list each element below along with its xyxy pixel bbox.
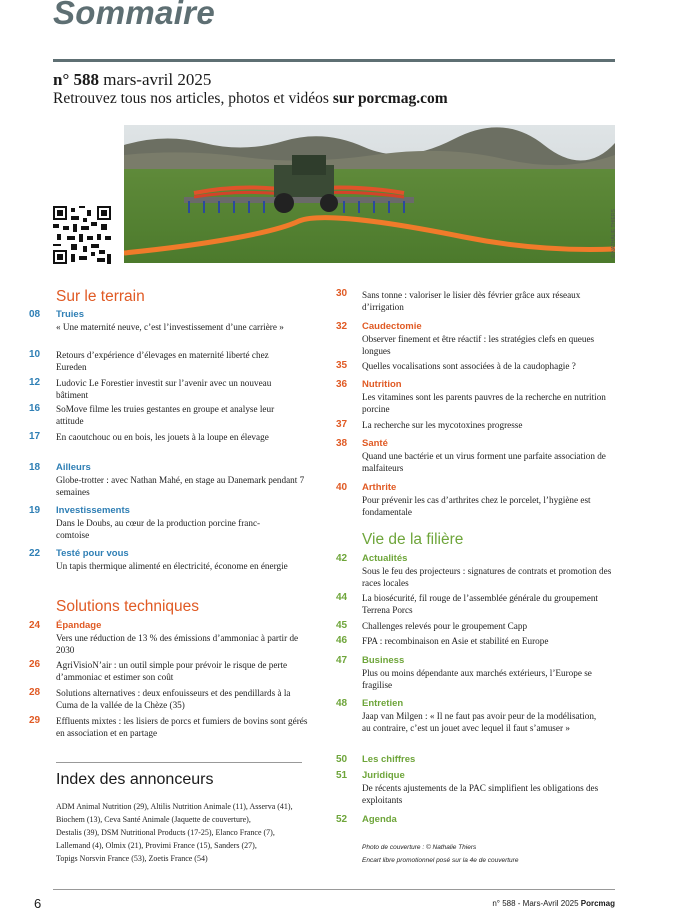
index-rule xyxy=(56,762,302,763)
entry-text: Quand une bactérie et un virus forment une parfaite association de malfaiteurs xyxy=(362,451,606,473)
photo-credit-vertical: © NATHALIE THIERS xyxy=(611,209,617,258)
tagline xyxy=(53,90,448,108)
entry-head: Agenda xyxy=(362,814,397,825)
entry-text: Sans tonne : valoriser le lisier dès février grâce aux réseaux d’irrigation xyxy=(362,290,581,312)
page-title: Sommaire xyxy=(53,0,215,31)
entry-text: Jaap van Milgen : « Il ne faut pas avoir peur de la modélisation, au contraire, c’est un jouet avec lequel il faut s’amuser » xyxy=(362,711,597,733)
entry-page-30: 30 xyxy=(336,288,348,299)
section-title-solutions-techniques: Solutions techniques xyxy=(56,598,200,615)
entry-page-17: 17 xyxy=(29,431,41,442)
entry-text: FPA : recombinaison en Asie et stabilité en Europe xyxy=(362,636,549,646)
entry-page-18: 18 xyxy=(29,462,41,473)
toc-entry[interactable] xyxy=(56,309,291,333)
entry-text: De récents ajustements de la PAC simplifient les obligations des exploitants xyxy=(362,783,599,805)
entry-text: Observer finement et être réactif : les stratégies clefs en queues longues xyxy=(362,334,595,356)
entry-page-50: 50 xyxy=(336,754,348,765)
toc-entry[interactable] xyxy=(362,482,602,518)
footer-brand: Porcmag xyxy=(580,899,615,908)
toc-entry[interactable] xyxy=(56,431,291,443)
index-title: Index des annonceurs xyxy=(56,771,214,788)
toc-entry[interactable] xyxy=(362,419,612,431)
index-advertisers xyxy=(56,800,306,865)
entry-head: Ailleurs xyxy=(56,462,91,473)
toc-entry[interactable] xyxy=(362,592,612,616)
toc-entry[interactable] xyxy=(362,379,612,415)
issue-line xyxy=(53,70,211,90)
entry-page-35: 35 xyxy=(336,360,348,371)
toc-entry[interactable] xyxy=(362,698,597,734)
footer-rule xyxy=(53,889,615,890)
page-number: 6 xyxy=(34,896,42,911)
toc-entry[interactable] xyxy=(362,289,607,313)
entry-page-51: 51 xyxy=(336,770,348,781)
entry-head: Nutrition xyxy=(362,379,402,390)
footer-issue-text: n° 588 - Mars-Avril 2025 xyxy=(492,899,581,908)
entry-page-45: 45 xyxy=(336,620,348,631)
toc-entry[interactable] xyxy=(56,403,291,427)
entry-head: Arthrite xyxy=(362,482,397,493)
entry-page-42: 42 xyxy=(336,553,348,564)
insert-note: Encart libre promotionnel posé sur la 4e de couverture xyxy=(362,857,519,864)
entry-text: Dans le Doubs, au cœur de la production porcine franc-comtoise xyxy=(56,518,261,540)
entry-page-29: 29 xyxy=(29,715,41,726)
entry-page-47: 47 xyxy=(336,655,348,666)
entry-text: Quelles vocalisations sont associées à de la caudophagie ? xyxy=(362,361,576,371)
entry-head: Santé xyxy=(362,438,388,449)
entry-page-52: 52 xyxy=(336,814,348,825)
entry-page-26: 26 xyxy=(29,659,41,670)
issue-date: mars-avril 2025 xyxy=(103,70,212,89)
cover-photo-credit: Photo de couverture : © Nathalie Thiers xyxy=(362,844,477,851)
entry-page-22: 22 xyxy=(29,548,41,559)
toc-entry[interactable] xyxy=(362,360,622,372)
entry-text: Sous le feu des projecteurs : signatures de contrats et promotion des races locales xyxy=(362,566,612,588)
entry-page-32: 32 xyxy=(336,321,348,332)
entry-page-08: 08 xyxy=(29,309,41,320)
issue-number: n° 588 xyxy=(53,70,100,89)
entry-text: « Une maternité neuve, c’est l’investissement d’une carrière » xyxy=(56,322,284,332)
toc-entry[interactable] xyxy=(362,438,607,474)
section-title-sur-le-terrain: Sur le terrain xyxy=(56,288,145,305)
index-line: Topigs Norsvin France (53), Zoetis France (54) xyxy=(56,854,208,863)
entry-text: Vers une réduction de 13 % des émissions d’ammoniac à partir de 2030 xyxy=(56,633,299,655)
entry-page-40: 40 xyxy=(336,482,348,493)
toc-entry[interactable] xyxy=(56,377,291,401)
entry-page-36: 36 xyxy=(336,379,348,390)
entry-head: Business xyxy=(362,655,405,666)
entry-text: SoMove filme les truies gestantes en groupe et analyse leur attitude xyxy=(56,404,275,426)
entry-page-12: 12 xyxy=(29,377,41,388)
toc-entry[interactable] xyxy=(362,553,622,589)
entry-text: Les vitamines sont les parents pauvres de la recherche en nutrition porcine xyxy=(362,392,606,414)
entry-page-16: 16 xyxy=(29,403,41,414)
cover-credit xyxy=(362,841,518,867)
tagline-site-link[interactable]: sur porcmag.com xyxy=(332,90,448,107)
entry-text: Retours d’expérience d’élevages en maternité liberté chez Eureden xyxy=(56,350,269,372)
entry-head: Investissements xyxy=(56,505,130,516)
entry-head: Caudectomie xyxy=(362,321,422,332)
toc-entry[interactable] xyxy=(362,321,612,357)
toc-entry[interactable] xyxy=(362,754,612,766)
entry-text: Effluents mixtes : les lisiers de porcs et fumiers de bovins sont gérés en association et en partage xyxy=(56,716,308,738)
entry-text: Plus ou moins dépendante aux marchés extérieurs, l’Europe se fragilise xyxy=(362,668,592,690)
index-line: ADM Animal Nutrition (29), Altilis Nutrition Animale (11), Asserva (41), xyxy=(56,802,293,811)
entry-text: La recherche sur les mycotoxines progresse xyxy=(362,420,523,430)
toc-entry[interactable] xyxy=(362,814,612,826)
toc-entry[interactable] xyxy=(56,687,306,711)
index-line: Lallemand (4), Olmix (21), Provimi France (15), Sanders (27), xyxy=(56,841,257,850)
entry-head: Épandage xyxy=(56,620,102,631)
toc-entry[interactable] xyxy=(362,655,622,691)
entry-head: Entretien xyxy=(362,698,404,709)
entry-text: Ludovic Le Forestier investit sur l’avenir avec un nouveau bâtiment xyxy=(56,378,272,400)
toc-entry[interactable] xyxy=(56,659,301,683)
title-rule xyxy=(53,59,615,62)
entry-text: Globe-trotter : avec Nathan Mahé, en stage au Danemark pendant 7 semaines xyxy=(56,475,305,497)
entry-head: Juridique xyxy=(362,770,405,781)
entry-text: En caoutchouc ou en bois, les jouets à la loupe en élevage xyxy=(56,432,269,442)
entry-page-38: 38 xyxy=(336,438,348,449)
toc-entry[interactable] xyxy=(56,715,311,739)
entry-head: Testé pour vous xyxy=(56,548,129,559)
entry-page-24: 24 xyxy=(29,620,41,631)
entry-head: Les chiffres xyxy=(362,754,416,765)
toc-entry[interactable] xyxy=(56,462,306,498)
qr-code-icon[interactable] xyxy=(53,206,111,264)
toc-entry[interactable] xyxy=(362,635,612,647)
entry-page-46: 46 xyxy=(336,635,348,646)
entry-page-10: 10 xyxy=(29,349,41,360)
entry-page-48: 48 xyxy=(336,698,348,709)
entry-text: Un tapis thermique alimenté en électricité, économe en énergie xyxy=(56,561,288,571)
toc-entry[interactable] xyxy=(362,620,612,632)
entry-text: Pour prévenir les cas d’arthrites chez le porcelet, l’hygiène est fondamentale xyxy=(362,495,591,517)
toc-entry[interactable] xyxy=(56,505,276,541)
entry-text: Solutions alternatives : deux enfouisseurs et des pendillards à la Cuma de la vallée de la Chèze (35) xyxy=(56,688,291,710)
toc-entry[interactable] xyxy=(56,620,306,656)
cover-photo xyxy=(124,125,615,263)
tagline-text: Retrouvez tous nos articles, photos et vidéos xyxy=(53,90,333,107)
entry-head: Truies xyxy=(56,309,84,320)
index-line: Biochem (13), Ceva Santé Animale (Jaquette de couverture), xyxy=(56,815,251,824)
section-title-vie-de-la-filiere: Vie de la filière xyxy=(362,531,464,548)
entry-text: Challenges relevés pour le groupement Capp xyxy=(362,621,528,631)
entry-page-44: 44 xyxy=(336,592,348,603)
entry-page-37: 37 xyxy=(336,419,348,430)
footer-issue xyxy=(492,899,615,908)
toc-entry[interactable] xyxy=(56,548,296,572)
toc-entry[interactable] xyxy=(362,770,612,806)
entry-page-19: 19 xyxy=(29,505,41,516)
toc-entry[interactable] xyxy=(56,349,296,373)
entry-text: La biosécurité, fil rouge de l’assemblée générale du groupement Terrena Porcs xyxy=(362,593,598,615)
entry-text: AgriVisioN’air : un outil simple pour prévoir le risque de perte d’ammoniac et estimer son coût xyxy=(56,660,288,682)
entry-page-28: 28 xyxy=(29,687,41,698)
entry-head: Actualités xyxy=(362,553,408,564)
index-line: Destalis (39), DSM Nutritional Products (17-25), Elanco France (7), xyxy=(56,828,275,837)
